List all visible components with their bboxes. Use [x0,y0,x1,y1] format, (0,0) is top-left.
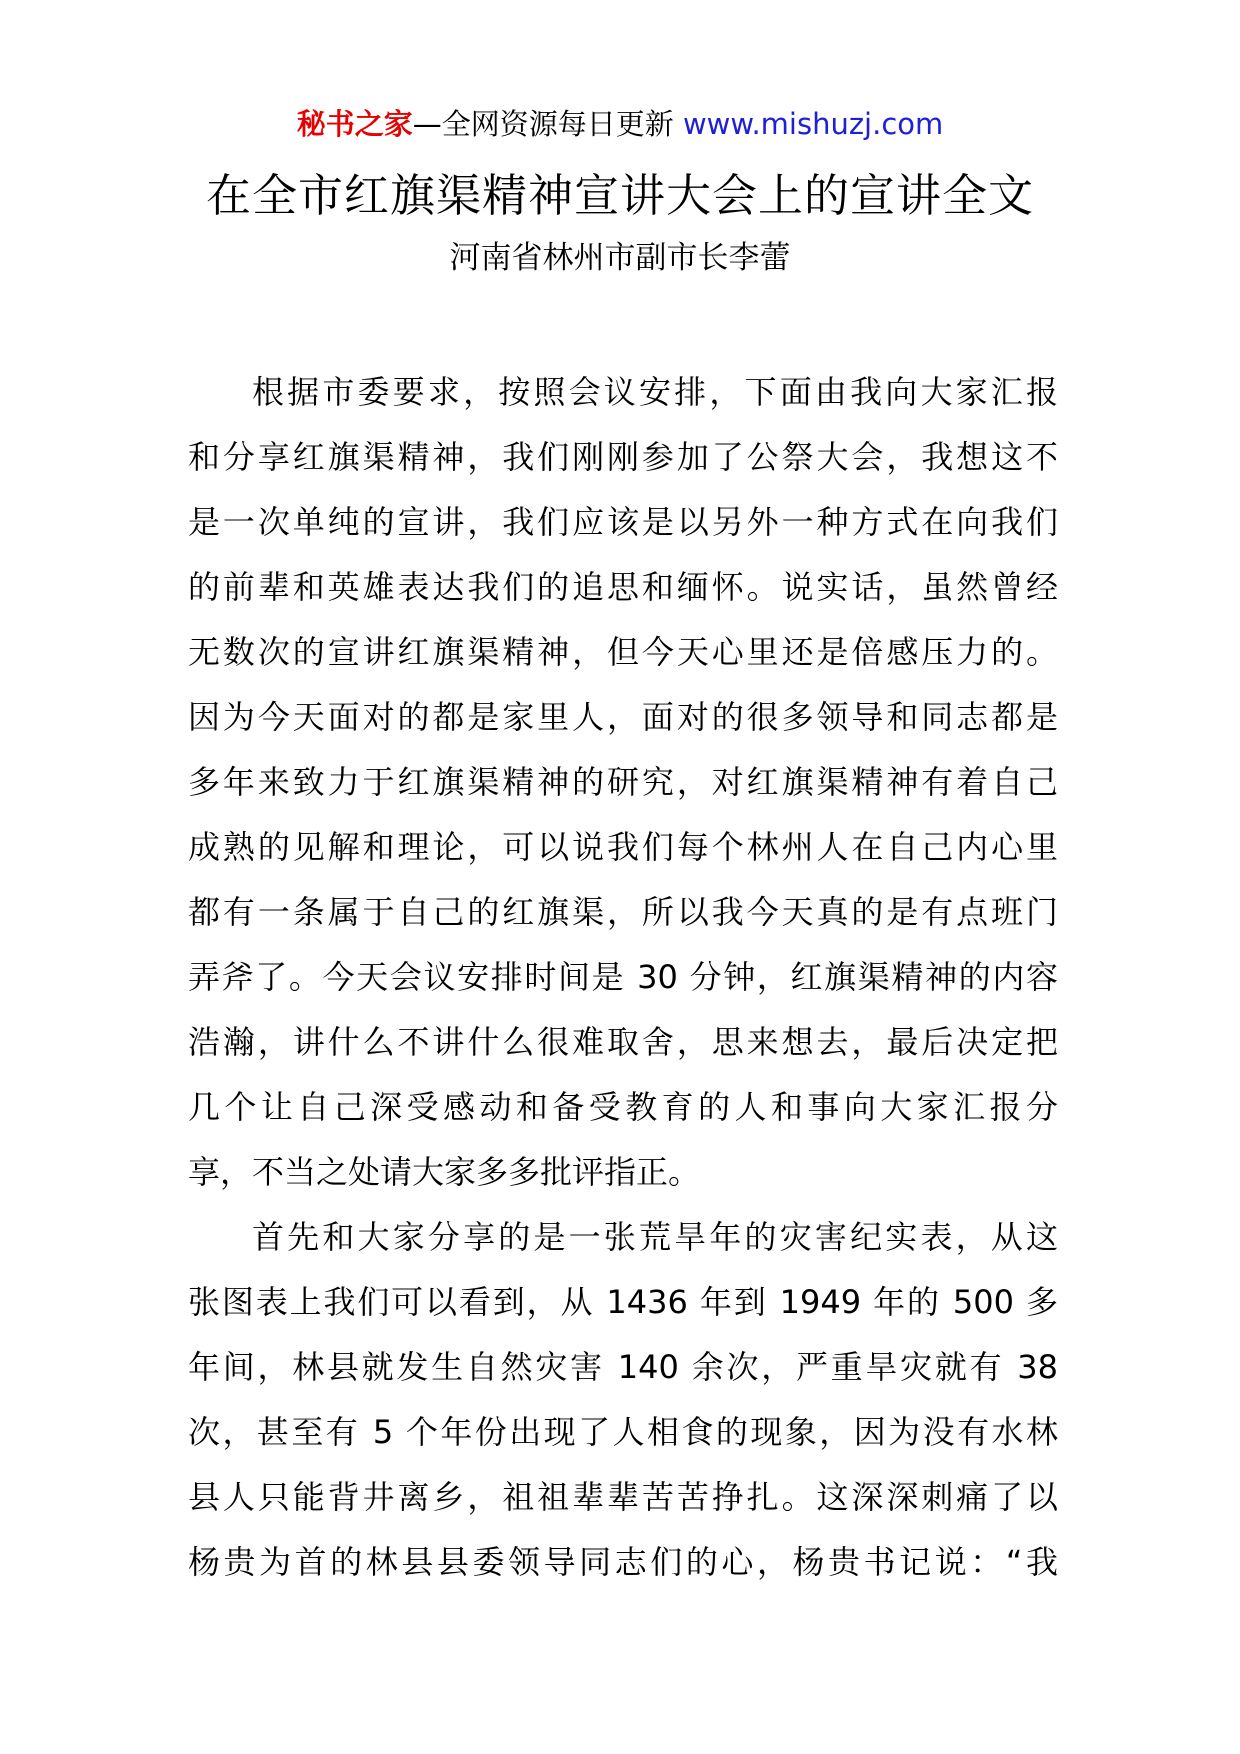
header-slogan: —全网资源每日更新 [412,107,683,141]
paragraph-line: 弄斧了。今天会议安排时间是 30 分钟，红旗渠精神的内容 [188,958,1058,996]
paragraph-line: 次，甚至有 5 个年份出现了人相食的现象，因为没有水林 [188,1413,1058,1451]
paragraph-line: 无数次的宣讲红旗渠精神，但今天心里还是倍感压力的。 [188,633,1058,671]
site-header [0,104,1240,144]
document-title: 在全市红旗渠精神宣讲大会上的宣讲全文 [205,169,1034,222]
paragraph-1 [188,360,1058,1205]
paragraph-line: 几个让自己深受感动和备受教育的人和事向大家汇报分 [188,1088,1058,1126]
paragraph-line: 成熟的见解和理论，可以说我们每个林州人在自己内心里 [188,828,1058,866]
site-url-link[interactable]: www.mishuzj.com [682,107,944,141]
paragraph-line: 杨贵为首的林县县委领导同志们的心，杨贵书记说：“我 [188,1543,1058,1581]
paragraph-line: 首先和大家分享的是一张荒旱年的灾害纪实表，从这 [252,1218,1058,1256]
document-body [188,360,1058,1595]
paragraph-line: 张图表上我们可以看到，从 1436 年到 1949 年的 500 多 [188,1283,1058,1321]
document-subtitle: 河南省林州市副市长李蕾 [449,240,791,276]
paragraph-2 [188,1205,1058,1595]
paragraph-line: 因为今天面对的都是家里人，面对的很多领导和同志都是 [188,698,1058,736]
paragraph-line: 浩瀚，讲什么不讲什么很难取舍，思来想去，最后决定把 [188,1023,1058,1061]
paragraph-line: 根据市委要求，按照会议安排，下面由我向大家汇报 [252,373,1058,411]
paragraph-line: 和分享红旗渠精神，我们刚刚参加了公祭大会，我想这不 [188,438,1058,476]
paragraph-line: 的前辈和英雄表达我们的追思和缅怀。说实话，虽然曾经 [188,568,1058,606]
paragraph-line: 多年来致力于红旗渠精神的研究，对红旗渠精神有着自己 [188,763,1058,801]
paragraph-line: 享，不当之处请大家多多批评指正。 [188,1153,701,1191]
paragraph-line: 是一次单纯的宣讲，我们应该是以另外一种方式在向我们 [188,503,1058,541]
paragraph-line: 县人只能背井离乡，祖祖辈辈苦苦挣扎。这深深刺痛了以 [188,1478,1058,1516]
paragraph-line: 年间，林县就发生自然灾害 140 余次，严重旱灾就有 38 [188,1348,1058,1386]
brand-name: 秘书之家 [296,107,413,141]
paragraph-line: 都有一条属于自己的红旗渠，所以我今天真的是有点班门 [188,893,1058,931]
